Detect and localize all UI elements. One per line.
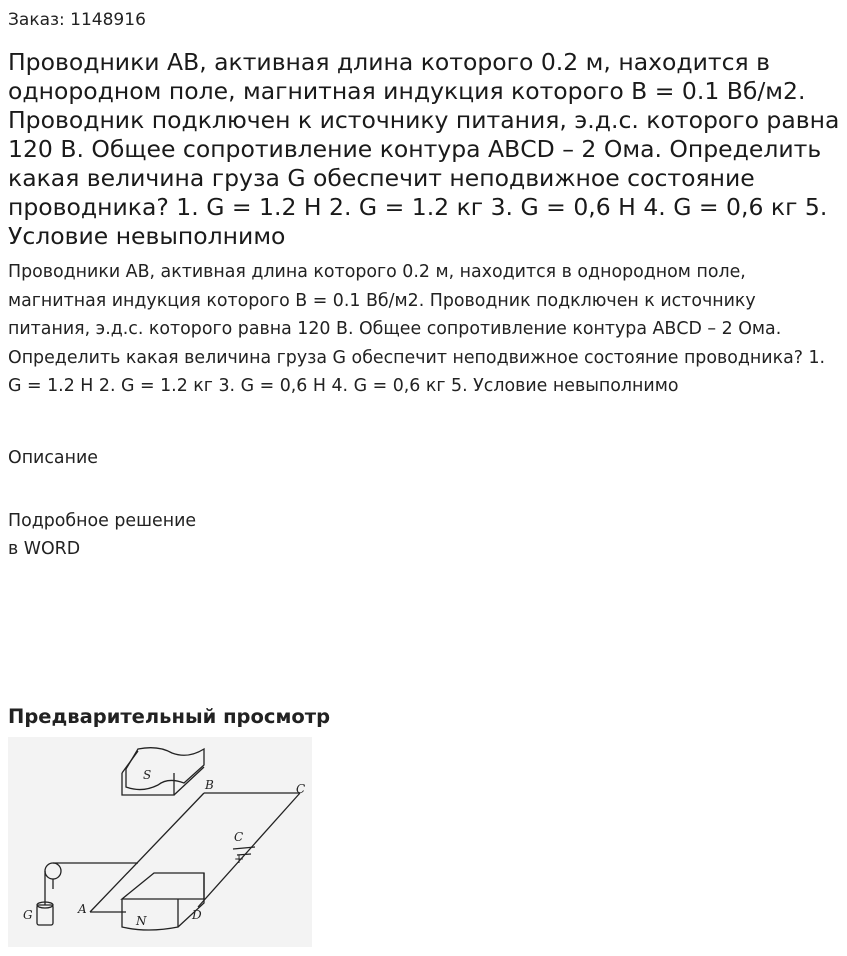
conductor-ab xyxy=(90,793,204,912)
battery-plate-1 xyxy=(233,847,255,849)
label-s: S xyxy=(143,768,152,782)
rail-dc xyxy=(198,793,300,907)
solution-line-2: в WORD xyxy=(8,539,81,559)
page-title: Проводники АВ, активная длина которого 0.2 м, находится в однородном поле, магнитная индукция которого В = 0.1 Вб/м2. Проводник подключен к источнику питания, э.д.с. которого равна 120 В. Общее сопротивление контура АВСD – 2 Ома. Определить какая величина груза G обеспечит неподвижное состояние проводника? 1. G = 1.2 Н 2. G = 1.2 кг 3. G = 0,6 Н 4. G = 0,6 кг 5. Условие невыполнимо xyxy=(8,48,840,250)
preview-figure xyxy=(8,737,312,947)
magnet-n-top xyxy=(122,873,204,899)
magnet-n-front xyxy=(122,899,178,930)
label-n: N xyxy=(136,914,147,928)
label-plus: + xyxy=(234,852,245,866)
label-a: A xyxy=(78,902,87,916)
label-g: G xyxy=(23,908,33,922)
solution-info xyxy=(8,507,196,563)
pulley xyxy=(45,863,61,879)
order-number: Заказ: 1148916 xyxy=(8,10,146,30)
label-c: C xyxy=(296,782,306,796)
description-label: Описание xyxy=(8,448,98,468)
label-b: B xyxy=(205,778,214,792)
magnet-s-top xyxy=(126,748,204,790)
label-d: D xyxy=(192,908,202,922)
task-body-text: Проводники АВ, активная длина которого 0.2 м, находится в однородном поле, магнитная индукция которого В = 0.1 Вб/м2. Проводник подключен к источнику питания, э.д.с. которого равна 120 В. Общее сопротивление контура АВСD – 2 Ома. Определить какая величина груза G обеспечит неподвижное состояние проводника? 1. G = 1.2 Н 2. G = 1.2 кг 3. G = 0,6 Н 4. G = 0,6 кг 5. Условие невыполнимо xyxy=(8,262,826,396)
circuit-diagram xyxy=(8,737,312,947)
solution-line-1: Подробное решение xyxy=(8,511,197,531)
label-battery-c: C xyxy=(234,830,244,844)
preview-heading: Предварительный просмотр xyxy=(8,705,331,728)
